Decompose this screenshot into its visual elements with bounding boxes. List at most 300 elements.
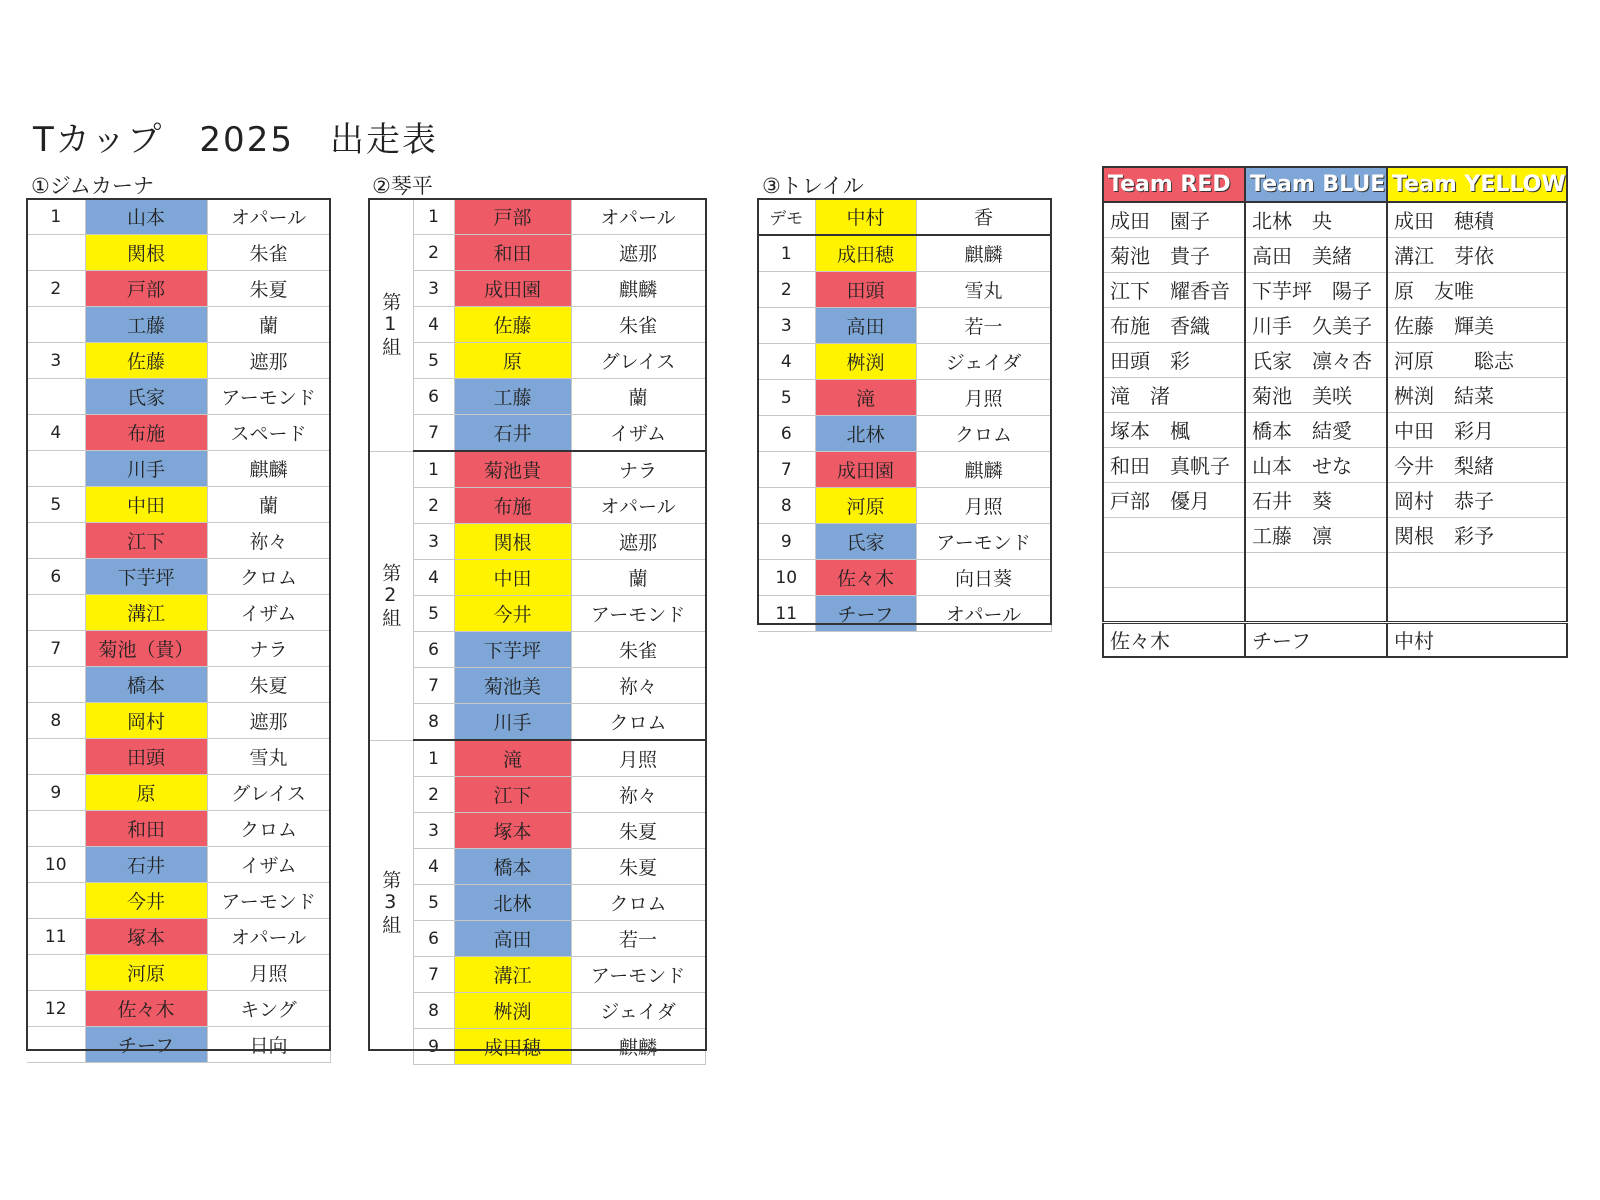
horse-name: アーモンド — [207, 883, 330, 919]
horse-name: アーモンド — [916, 524, 1051, 560]
rider-name: 和田 — [454, 235, 571, 271]
horse-name: 雪丸 — [916, 272, 1051, 308]
team-member: 石井 葵 — [1245, 482, 1387, 517]
team-member: 氏家 凛々杏 — [1245, 342, 1387, 377]
trail-row — [758, 235, 1051, 272]
horse-name: 若一 — [571, 921, 705, 957]
start-number: 6 — [413, 921, 454, 957]
horse-name: 朱雀 — [207, 235, 330, 271]
horse-name: 香 — [916, 199, 1051, 235]
gymkhana-row — [27, 739, 330, 775]
heat-number: 10 — [27, 847, 85, 883]
rider-name: 布施 — [454, 488, 571, 524]
horse-name: 祢々 — [571, 777, 705, 813]
horse-name: ナラ — [207, 631, 330, 667]
rider-name: 工藤 — [454, 379, 571, 415]
team-member: 江下 耀香音 — [1103, 272, 1245, 307]
gymkhana-row — [27, 955, 330, 991]
horse-name: オパール — [207, 919, 330, 955]
rider-name: 原 — [454, 343, 571, 379]
heat-number: 3 — [27, 343, 85, 379]
trail-row — [758, 344, 1051, 380]
rider-name: 江下 — [85, 523, 207, 559]
start-number: 5 — [413, 596, 454, 632]
start-number: 3 — [758, 308, 815, 344]
start-number: 10 — [758, 560, 815, 596]
rider-name: 成田園 — [815, 452, 916, 488]
start-number: 4 — [413, 849, 454, 885]
heat-number: 2 — [27, 271, 85, 307]
rider-name: 山本 — [85, 199, 207, 235]
horse-name: アーモンド — [207, 379, 330, 415]
start-number: 3 — [413, 524, 454, 560]
rider-name: 北林 — [454, 885, 571, 921]
start-number: 1 — [758, 235, 815, 272]
heat-number — [27, 451, 85, 487]
gymkhana-row — [27, 379, 330, 415]
horse-name: クロム — [571, 885, 705, 921]
trail-heading: ③トレイル — [762, 174, 864, 198]
heat-number: 9 — [27, 775, 85, 811]
kotohira-row — [369, 524, 705, 560]
horse-name: イザム — [207, 847, 330, 883]
rider-name: 菊池美 — [454, 668, 571, 704]
team-member: 関根 彩予 — [1387, 517, 1567, 552]
rider-name: 成田園 — [454, 271, 571, 307]
rider-name: 高田 — [815, 308, 916, 344]
group-label: 第2組 — [369, 451, 413, 740]
horse-name: 朱雀 — [571, 307, 705, 343]
heat-number: 1 — [27, 199, 85, 235]
kotohira-row — [369, 415, 705, 452]
rider-name: 中田 — [85, 487, 207, 523]
team-member — [1103, 517, 1245, 552]
gymkhana-row — [27, 487, 330, 523]
rider-name: 北林 — [815, 416, 916, 452]
team-member: 布施 香織 — [1103, 307, 1245, 342]
horse-name: キング — [207, 991, 330, 1027]
rider-name: 滝 — [815, 380, 916, 416]
team-member-row — [1103, 482, 1567, 517]
horse-name: 朱夏 — [207, 667, 330, 703]
kotohira-row — [369, 704, 705, 741]
team-member-row — [1103, 447, 1567, 482]
kotohira-row — [369, 451, 705, 488]
horse-name: 朱夏 — [571, 849, 705, 885]
rider-name: 工藤 — [85, 307, 207, 343]
horse-name: グレイス — [571, 343, 705, 379]
rider-name: 岡村 — [85, 703, 207, 739]
rider-name: 石井 — [85, 847, 207, 883]
rider-name: 氏家 — [815, 524, 916, 560]
start-number: 3 — [413, 271, 454, 307]
kotohira-row — [369, 813, 705, 849]
team-member: 菊池 美咲 — [1245, 377, 1387, 412]
teams-table — [1102, 166, 1568, 658]
rider-name: 下芋坪 — [85, 559, 207, 595]
horse-name: 朱夏 — [207, 271, 330, 307]
rider-name: 田頭 — [815, 272, 916, 308]
heat-number — [27, 667, 85, 703]
team-member: 田頭 彩 — [1103, 342, 1245, 377]
trail-row — [758, 596, 1051, 632]
team-member: 滝 渚 — [1103, 377, 1245, 412]
horse-name: 蘭 — [571, 560, 705, 596]
start-number: 8 — [758, 488, 815, 524]
rider-name: 橋本 — [85, 667, 207, 703]
trail-row — [758, 488, 1051, 524]
rider-name: 川手 — [85, 451, 207, 487]
heat-number — [27, 307, 85, 343]
kotohira-row — [369, 343, 705, 379]
horse-name: 麒麟 — [916, 235, 1051, 272]
heat-number: 7 — [27, 631, 85, 667]
horse-name: 遮那 — [207, 343, 330, 379]
team-member: 戸部 優月 — [1103, 482, 1245, 517]
trail-row — [758, 308, 1051, 344]
rider-name: 石井 — [454, 415, 571, 452]
heat-number — [27, 1027, 85, 1063]
start-number: 11 — [758, 596, 815, 632]
kotohira-row — [369, 199, 705, 235]
gymkhana-row — [27, 415, 330, 451]
team-member: 原 友唯 — [1387, 272, 1567, 307]
kotohira-row — [369, 957, 705, 993]
trail-row — [758, 380, 1051, 416]
start-number: 4 — [413, 307, 454, 343]
horse-name: ジェイダ — [916, 344, 1051, 380]
team-member: 今井 梨緒 — [1387, 447, 1567, 482]
team-member — [1387, 587, 1567, 622]
team-member: 橋本 結愛 — [1245, 412, 1387, 447]
team-member-row — [1103, 202, 1567, 237]
horse-name: グレイス — [207, 775, 330, 811]
team-member-row — [1103, 587, 1567, 622]
gymkhana-row — [27, 811, 330, 847]
start-number: 2 — [413, 235, 454, 271]
start-number: 2 — [413, 777, 454, 813]
team-member — [1245, 552, 1387, 587]
rider-name: 布施 — [85, 415, 207, 451]
horse-name: 朱雀 — [571, 632, 705, 668]
start-number: 7 — [413, 415, 454, 452]
horse-name: 日向 — [207, 1027, 330, 1063]
start-number: 6 — [758, 416, 815, 452]
gymkhana-row — [27, 343, 330, 379]
gymkhana-row — [27, 451, 330, 487]
horse-name: 祢々 — [571, 668, 705, 704]
rider-name: 塚本 — [454, 813, 571, 849]
rider-name: 中田 — [454, 560, 571, 596]
horse-name: オパール — [571, 488, 705, 524]
horse-name: オパール — [571, 199, 705, 235]
start-number: 8 — [413, 704, 454, 741]
gymkhana-row — [27, 919, 330, 955]
gymkhana-row — [27, 199, 330, 235]
start-number: 5 — [758, 380, 815, 416]
horse-name: スペード — [207, 415, 330, 451]
team-member: 工藤 凛 — [1245, 517, 1387, 552]
kotohira-row — [369, 740, 705, 777]
horse-name: 若一 — [916, 308, 1051, 344]
horse-name: クロム — [916, 416, 1051, 452]
team-leader: チーフ — [1245, 622, 1387, 657]
horse-name: 朱夏 — [571, 813, 705, 849]
team-member: 岡村 恭子 — [1387, 482, 1567, 517]
gymkhana-row — [27, 523, 330, 559]
rider-name: 氏家 — [85, 379, 207, 415]
start-number: 3 — [413, 813, 454, 849]
team-member — [1103, 587, 1245, 622]
team-member: 高田 美緒 — [1245, 237, 1387, 272]
gymkhana-table — [27, 199, 331, 1063]
team-member: 塚本 楓 — [1103, 412, 1245, 447]
gymkhana-row — [27, 1027, 330, 1063]
rider-name: 佐藤 — [454, 307, 571, 343]
rider-name: 桝渕 — [454, 993, 571, 1029]
kotohira-row — [369, 1029, 705, 1065]
teams-header-row — [1103, 167, 1567, 202]
rider-name: チーフ — [815, 596, 916, 632]
horse-name: 月照 — [207, 955, 330, 991]
start-number: 4 — [413, 560, 454, 596]
rider-name: 佐藤 — [85, 343, 207, 379]
horse-name: 遮那 — [571, 524, 705, 560]
gymkhana-row — [27, 235, 330, 271]
heat-number: 11 — [27, 919, 85, 955]
kotohira-row — [369, 235, 705, 271]
team-member-row — [1103, 237, 1567, 272]
trail-row — [758, 416, 1051, 452]
heat-number: 12 — [27, 991, 85, 1027]
team-member: 和田 真帆子 — [1103, 447, 1245, 482]
horse-name: アーモンド — [571, 957, 705, 993]
start-number: 1 — [413, 199, 454, 235]
horse-name: 蘭 — [571, 379, 705, 415]
gymkhana-row — [27, 883, 330, 919]
start-number: 8 — [413, 993, 454, 1029]
rider-name: 今井 — [85, 883, 207, 919]
horse-name: 蘭 — [207, 307, 330, 343]
team-member-row — [1103, 552, 1567, 587]
heat-number — [27, 379, 85, 415]
rider-name: 滝 — [454, 740, 571, 777]
team-member: 山本 せな — [1245, 447, 1387, 482]
start-number: 7 — [413, 668, 454, 704]
rider-name: 関根 — [85, 235, 207, 271]
rider-name: 橋本 — [454, 849, 571, 885]
heat-number: 5 — [27, 487, 85, 523]
team-member: 北林 央 — [1245, 202, 1387, 237]
start-number: 5 — [413, 885, 454, 921]
horse-name: ジェイダ — [571, 993, 705, 1029]
team-member — [1245, 587, 1387, 622]
rider-name: 溝江 — [85, 595, 207, 631]
kotohira-table — [369, 199, 706, 1065]
team-member — [1387, 552, 1567, 587]
start-number: 6 — [413, 632, 454, 668]
kotohira-row — [369, 632, 705, 668]
start-number: 1 — [413, 740, 454, 777]
gymkhana-heading: ①ジムカーナ — [31, 174, 154, 198]
rider-name: 川手 — [454, 704, 571, 741]
rider-name: 成田穂 — [815, 235, 916, 272]
horse-name: オパール — [916, 596, 1051, 632]
start-number: 1 — [413, 451, 454, 488]
start-number: 9 — [758, 524, 815, 560]
kotohira-row — [369, 849, 705, 885]
rider-name: 桝渕 — [815, 344, 916, 380]
rider-name: 菊池貴 — [454, 451, 571, 488]
kotohira-row — [369, 307, 705, 343]
horse-name: 月照 — [916, 488, 1051, 524]
gymkhana-row — [27, 307, 330, 343]
gymkhana-row — [27, 991, 330, 1027]
horse-name: オパール — [207, 199, 330, 235]
start-number: 2 — [413, 488, 454, 524]
team-leader-row — [1103, 622, 1567, 657]
horse-name: クロム — [207, 559, 330, 595]
rider-name: 今井 — [454, 596, 571, 632]
horse-name: 向日葵 — [916, 560, 1051, 596]
trail-row — [758, 524, 1051, 560]
team-header: Team YELLOW — [1387, 167, 1567, 202]
start-number: 7 — [413, 957, 454, 993]
heat-number: 6 — [27, 559, 85, 595]
horse-name: アーモンド — [571, 596, 705, 632]
gymkhana-row — [27, 271, 330, 307]
rider-name: 佐々木 — [815, 560, 916, 596]
trail-row — [758, 452, 1051, 488]
team-member: 菊池 貴子 — [1103, 237, 1245, 272]
start-number: 7 — [758, 452, 815, 488]
gymkhana-row — [27, 775, 330, 811]
rider-name: 下芋坪 — [454, 632, 571, 668]
kotohira-row — [369, 777, 705, 813]
rider-name: 河原 — [85, 955, 207, 991]
heat-number — [27, 523, 85, 559]
start-number: 2 — [758, 272, 815, 308]
gymkhana-row — [27, 559, 330, 595]
horse-name: 雪丸 — [207, 739, 330, 775]
rider-name: 関根 — [454, 524, 571, 560]
heat-number — [27, 739, 85, 775]
heat-number — [27, 955, 85, 991]
horse-name: 蘭 — [207, 487, 330, 523]
team-leader: 中村 — [1387, 622, 1567, 657]
kotohira-row — [369, 379, 705, 415]
team-member: 河原 聡志 — [1387, 342, 1567, 377]
horse-name: 遮那 — [207, 703, 330, 739]
horse-name: イザム — [571, 415, 705, 452]
team-member — [1103, 552, 1245, 587]
kotohira-row — [369, 560, 705, 596]
kotohira-row — [369, 993, 705, 1029]
team-header: Team BLUE — [1245, 167, 1387, 202]
horse-name: 麒麟 — [207, 451, 330, 487]
page-title: Tカップ 2025 出走表 — [33, 120, 438, 160]
team-member: 成田 園子 — [1103, 202, 1245, 237]
gymkhana-row — [27, 595, 330, 631]
team-member: 川手 久美子 — [1245, 307, 1387, 342]
heat-number — [27, 811, 85, 847]
kotohira-row — [369, 488, 705, 524]
kotohira-row — [369, 668, 705, 704]
trail-row — [758, 199, 1051, 235]
horse-name: 祢々 — [207, 523, 330, 559]
horse-name: クロム — [571, 704, 705, 741]
rider-name: 塚本 — [85, 919, 207, 955]
start-number: 5 — [413, 343, 454, 379]
team-member-row — [1103, 412, 1567, 447]
rider-name: 溝江 — [454, 957, 571, 993]
start-number: 6 — [413, 379, 454, 415]
gymkhana-row — [27, 703, 330, 739]
team-member: 佐藤 輝美 — [1387, 307, 1567, 342]
heat-number: 8 — [27, 703, 85, 739]
rider-name: 佐々木 — [85, 991, 207, 1027]
start-number: 4 — [758, 344, 815, 380]
horse-name: クロム — [207, 811, 330, 847]
rider-name: チーフ — [85, 1027, 207, 1063]
gymkhana-row — [27, 847, 330, 883]
team-member-row — [1103, 307, 1567, 342]
rider-name: 成田穂 — [454, 1029, 571, 1065]
kotohira-heading: ②琴平 — [372, 174, 433, 198]
rider-name: 菊池（貴） — [85, 631, 207, 667]
horse-name: ナラ — [571, 451, 705, 488]
trail-table — [758, 199, 1052, 632]
trail-row — [758, 560, 1051, 596]
team-member-row — [1103, 377, 1567, 412]
start-number: デモ — [758, 199, 815, 235]
horse-name: 月照 — [571, 740, 705, 777]
rider-name: 戸部 — [85, 271, 207, 307]
gymkhana-row — [27, 667, 330, 703]
team-header: Team RED — [1103, 167, 1245, 202]
heat-number — [27, 883, 85, 919]
start-number: 9 — [413, 1029, 454, 1065]
rider-name: 高田 — [454, 921, 571, 957]
gymkhana-row — [27, 631, 330, 667]
team-member: 溝江 芽依 — [1387, 237, 1567, 272]
kotohira-row — [369, 596, 705, 632]
rider-name: 原 — [85, 775, 207, 811]
team-leader: 佐々木 — [1103, 622, 1245, 657]
group-label: 第3組 — [369, 740, 413, 1065]
heat-number — [27, 595, 85, 631]
kotohira-row — [369, 271, 705, 307]
team-member-row — [1103, 342, 1567, 377]
horse-name: 遮那 — [571, 235, 705, 271]
rider-name: 河原 — [815, 488, 916, 524]
team-member-row — [1103, 517, 1567, 552]
rider-name: 江下 — [454, 777, 571, 813]
horse-name: イザム — [207, 595, 330, 631]
rider-name: 中村 — [815, 199, 916, 235]
horse-name: 麒麟 — [916, 452, 1051, 488]
horse-name: 月照 — [916, 380, 1051, 416]
horse-name: 麒麟 — [571, 1029, 705, 1065]
group-label: 第1組 — [369, 199, 413, 451]
kotohira-row — [369, 885, 705, 921]
rider-name: 和田 — [85, 811, 207, 847]
team-member: 成田 穂積 — [1387, 202, 1567, 237]
rider-name: 田頭 — [85, 739, 207, 775]
team-member-row — [1103, 272, 1567, 307]
trail-row — [758, 272, 1051, 308]
rider-name: 戸部 — [454, 199, 571, 235]
